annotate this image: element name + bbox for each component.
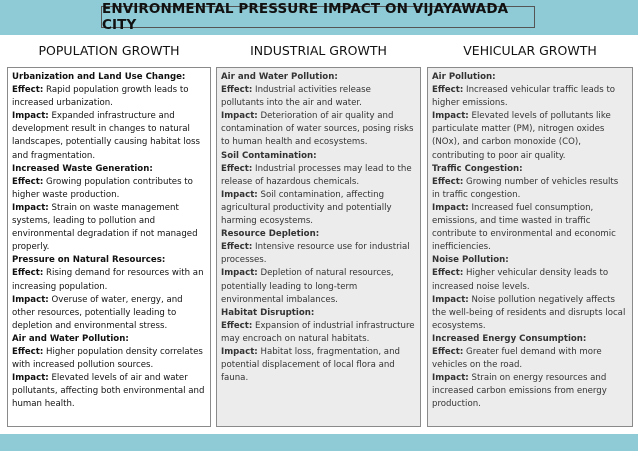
- effect-label: Effect:: [12, 85, 44, 96]
- impact-label: Impact:: [12, 373, 49, 384]
- impact-label: Impact:: [432, 373, 469, 384]
- effect-description: Industrial activities release pollutants into the air and water.: [221, 85, 371, 109]
- section-heading: Noise Pollution:: [432, 255, 509, 266]
- footer-banner: [0, 434, 638, 451]
- effect-description: Higher population density correlates with increased pollution sources.: [12, 346, 203, 371]
- page-title: ENVIRONMENTAL PRESSURE IMPACT ON VIJAYAWADA CITY: [102, 1, 509, 33]
- effect-description: Intensive resource use for industrial processes.: [221, 242, 410, 266]
- effect-text: [221, 163, 416, 189]
- effect-label: Effect:: [432, 268, 464, 279]
- effect-description: Growing number of vehicles results in traffic congestion.: [432, 176, 619, 200]
- impact-description: Expanded infrastructure and development result in changes to natural landscapes, potentially causing habitat loss and fragmentation.: [12, 111, 200, 161]
- effect-text: [12, 267, 206, 293]
- effect-label: Effect:: [432, 85, 464, 96]
- impact-text: [221, 110, 416, 149]
- industrial-growth-panel: [216, 67, 421, 427]
- section-heading: Soil Contamination:: [221, 150, 317, 161]
- impact-label: Impact:: [432, 202, 469, 213]
- effect-description: Growing population contributes to higher waste production.: [12, 176, 193, 200]
- impact-text: [12, 294, 206, 333]
- impact-text: [432, 110, 628, 162]
- effect-text: [12, 84, 206, 110]
- impact-description: Soil contamination, affecting agricultural productivity and potentially harming ecosystems.: [221, 189, 392, 227]
- population-growth-header: POPULATION GROWTH: [38, 43, 180, 58]
- impact-description: Elevated levels of pollutants like particulate matter (PM), nitrogen oxides (NOx), and carbon monoxide (CO), contributing to poor air quality.: [432, 111, 611, 161]
- impact-description: Increased fuel consumption, emissions, and time wasted in traffic contribute to environmental and economic inefficiencies.: [432, 202, 616, 253]
- effect-text: [221, 320, 416, 346]
- section-heading: Traffic Congestion:: [432, 163, 523, 174]
- impact-text: [432, 202, 628, 254]
- effect-description: Greater fuel demand with more vehicles on the road.: [432, 346, 602, 371]
- effect-text: [221, 241, 416, 267]
- population-growth-panel: [7, 67, 211, 427]
- impact-text: [12, 372, 206, 411]
- effect-label: Effect:: [221, 320, 253, 331]
- impact-text: [432, 294, 628, 333]
- section-heading: Increased Energy Consumption:: [432, 333, 587, 344]
- impact-description: Elevated levels of air and water pollutants, affecting both environmental and human health.: [12, 373, 205, 410]
- effect-text: [12, 176, 206, 202]
- effect-label: Effect:: [12, 176, 44, 187]
- section-heading: Urbanization and Land Use Change:: [12, 72, 186, 82]
- effect-description: Industrial processes may lead to the release of hazardous chemicals.: [221, 163, 412, 187]
- effect-text: [221, 84, 416, 110]
- effect-description: Rapid population growth leads to increased urbanization.: [12, 85, 189, 109]
- section-heading: Air Pollution:: [432, 72, 496, 82]
- impact-description: Depletion of natural resources, potentially leading to long-term environmental imbalances.: [221, 268, 394, 305]
- effect-label: Effect:: [12, 346, 44, 357]
- impact-text: [221, 267, 416, 306]
- impact-label: Impact:: [221, 346, 258, 357]
- impact-text: [12, 110, 206, 162]
- section-heading: Air and Water Pollution:: [12, 333, 129, 344]
- effect-text: [432, 346, 628, 372]
- effect-text: [12, 346, 206, 372]
- effect-text: [432, 176, 628, 202]
- effect-text: [432, 84, 628, 110]
- effect-description: Increased vehicular traffic leads to higher emissions.: [432, 85, 616, 109]
- section-heading: Pressure on Natural Resources:: [12, 255, 166, 266]
- impact-label: Impact:: [221, 111, 258, 122]
- impact-label: Impact:: [432, 294, 469, 305]
- effect-label: Effect:: [12, 268, 44, 279]
- vehicular-growth-header: VEHICULAR GROWTH: [463, 43, 597, 58]
- impact-description: Noise pollution negatively affects the well-being of residents and disrupts local ecosystems.: [432, 294, 626, 331]
- impact-text: [432, 372, 628, 411]
- effect-description: Rising demand for resources with an increasing population.: [12, 268, 204, 292]
- impact-description: Deterioration of air quality and contamination of water sources, posing risks to human health and ecosystems.: [221, 111, 414, 148]
- impact-label: Impact:: [12, 111, 49, 122]
- title-box: [101, 1, 535, 33]
- impact-text: [221, 346, 416, 385]
- impact-label: Impact:: [12, 294, 49, 305]
- section-heading: Air and Water Pollution:: [221, 72, 338, 82]
- impact-description: Strain on waste management systems, leading to pollution and environmental degradation if not managed properly.: [12, 202, 198, 253]
- effect-label: Effect:: [432, 176, 464, 187]
- effect-label: Effect:: [432, 346, 464, 357]
- effect-label: Effect:: [221, 163, 253, 174]
- impact-description: Habitat loss, fragmentation, and potential displacement of local flora and fauna.: [221, 346, 400, 384]
- effect-text: [432, 267, 628, 293]
- section-heading: Habitat Disruption:: [221, 307, 315, 318]
- effect-label: Effect:: [221, 85, 253, 96]
- impact-label: Impact:: [12, 202, 49, 213]
- impact-description: Overuse of water, energy, and other resources, potentially leading to depletion and environmental stress.: [12, 294, 183, 331]
- impact-description: Strain on energy resources and increased carbon emissions from energy production.: [432, 373, 607, 410]
- impact-text: [221, 189, 416, 228]
- vehicular-growth-panel: [427, 67, 633, 427]
- impact-label: Impact:: [221, 268, 258, 279]
- impact-text: [12, 202, 206, 254]
- section-heading: Increased Waste Generation:: [12, 163, 153, 174]
- effect-label: Effect:: [221, 242, 253, 253]
- effect-description: Higher vehicular density leads to increased noise levels.: [432, 268, 609, 292]
- impact-label: Impact:: [432, 111, 469, 122]
- section-heading: Resource Depletion:: [221, 229, 320, 240]
- industrial-growth-header: INDUSTRIAL GROWTH: [250, 43, 387, 58]
- impact-label: Impact:: [221, 189, 258, 200]
- effect-description: Expansion of industrial infrastructure may encroach on natural habitats.: [221, 320, 415, 344]
